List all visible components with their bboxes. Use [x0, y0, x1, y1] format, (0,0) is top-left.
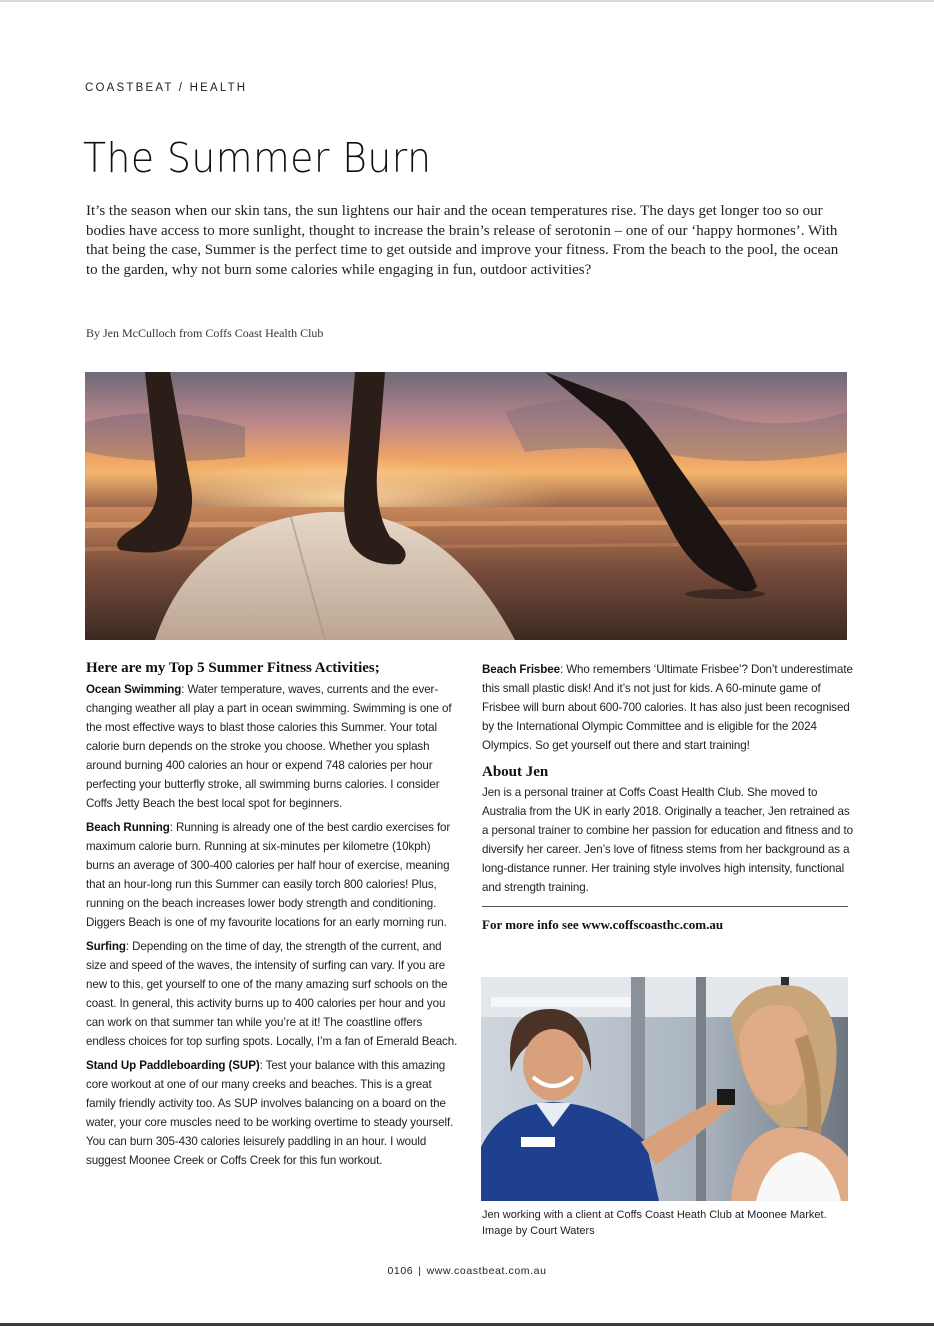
paddleboard-sunset-photo — [85, 372, 847, 640]
about-heading: About Jen — [482, 764, 549, 780]
activity-text: : Who remembers ‘Ultimate Frisbee’? Don’t underestimate this small plastic disk! And it’s not just for kids. A 60-minute game of Frisbee will burn about 600-700 calories. It has also just been recognised by the International Olympic Committee and is eligible for the 2024 Olympics. So get yourself out there and start training! — [482, 663, 853, 752]
activity-text: : Water temperature, waves, currents and the ever-changing weather all play a part in ocean swimming. Swimming is one of the most effective ways to blast those calories this Summer. Your total calorie burn depends on the stroke you choose. Whether you splash around burning 400 calories an hour or expend 748 calories per hour perfecting your butterfly stroke, all swimming burns calories. I consider Coffs Jetty Beach the best local spot for beginners. — [86, 683, 452, 810]
activity-beach-running — [86, 818, 458, 932]
left-column — [86, 660, 458, 1175]
right-column — [482, 660, 854, 933]
caption-credit: Image by Court Waters — [482, 1224, 595, 1237]
activity-text: : Running is already one of the best cardio exercises for maximum calorie burn. Running at six-minutes per kilometre (10kph) burns an average of 300-400 calories per half hour of exercise, meaning that an hour-long run this Summer can easily torch 800 calories! Plus, running on the beach increases lower body strength and conditioning. Diggers Beach is one of my favourite locations for an early morning run. — [86, 821, 451, 929]
photo-caption — [482, 1208, 882, 1239]
more-info-link[interactable]: For more info see www.coffscoasthc.com.au — [482, 917, 724, 932]
activity-term: Beach Running — [86, 821, 170, 834]
activity-term: Beach Frisbee — [482, 663, 560, 676]
divider — [482, 906, 848, 907]
page-number: 0106 — [387, 1265, 414, 1277]
page-title: The Summer Burn — [83, 134, 432, 182]
about-text: Jen is a personal trainer at Coffs Coast Health Club. She moved to Australia from the UK in early 2018. Originally a teacher, Jen retrained as a personal trainer to combine her passion for education and fitness and to diversify her career. Jen’s love of fitness stems from her background as a long-distance runner. Her training style involves high intensity, functional and strength training. — [482, 786, 853, 894]
footer-separator: | — [418, 1265, 422, 1277]
activity-surfing — [86, 937, 458, 1051]
activity-term: Surfing — [86, 940, 126, 953]
footer-url[interactable]: www.coastbeat.com.au — [426, 1265, 547, 1277]
byline: By Jen McCulloch from Coffs Coast Health Club — [86, 326, 324, 340]
intro-paragraph: It’s the season when our skin tans, the sun lightens our hair and the ocean temperatures rise. The days get longer too so our bodies have access to more sunlight, thought to increase the brain’s release of serotonin – one of our ‘happy hormones’. With that being the case, Summer is the perfect time to get outside and improve your fitness. From the beach to the pool, the ocean to the garden, why not burn some calories while engaging in fun, outdoor activities? — [86, 203, 839, 278]
caption-line: Jen working with a client at Coffs Coast Heath Club at Moonee Market. — [482, 1209, 827, 1221]
activity-beach-frisbee — [482, 660, 854, 755]
activity-ocean-swimming — [86, 680, 458, 813]
section-label: COASTBEAT / HEALTH — [85, 82, 248, 94]
activity-text: : Test your balance with this amazing core workout at one of our many creeks and beaches. This is a great family friendly activity too. As SUP involves balancing on a board on the water, your core muscles need to be working overtime to steady yourself. You can burn 305-430 calories leisurely paddling in an hour. I would suggest Moonee Creek or Coffs Creek for this fun workout. — [86, 1059, 454, 1167]
trainer-client-photo — [481, 977, 848, 1201]
activities-heading: Here are my Top 5 Summer Fitness Activities; — [86, 660, 380, 676]
activity-term: Ocean Swimming — [86, 683, 182, 696]
activity-sup — [86, 1056, 458, 1170]
top-rule — [0, 0, 934, 2]
activity-term: Stand Up Paddleboarding (SUP) — [86, 1059, 260, 1072]
footer — [0, 1265, 934, 1277]
activity-text: : Depending on the time of day, the strength of the current, and size and speed of the waves, the intensity of surfing can vary. If you are new to this, get yourself to one of the many amazing surf schools on the coast. In general, this activity burns up to 400 calories per hour and you can work on that summer tan while you’re at it! The coastline offers endless choices for top surfing spots. Locally, I’m a fan of Emerald Beach. — [86, 940, 458, 1048]
